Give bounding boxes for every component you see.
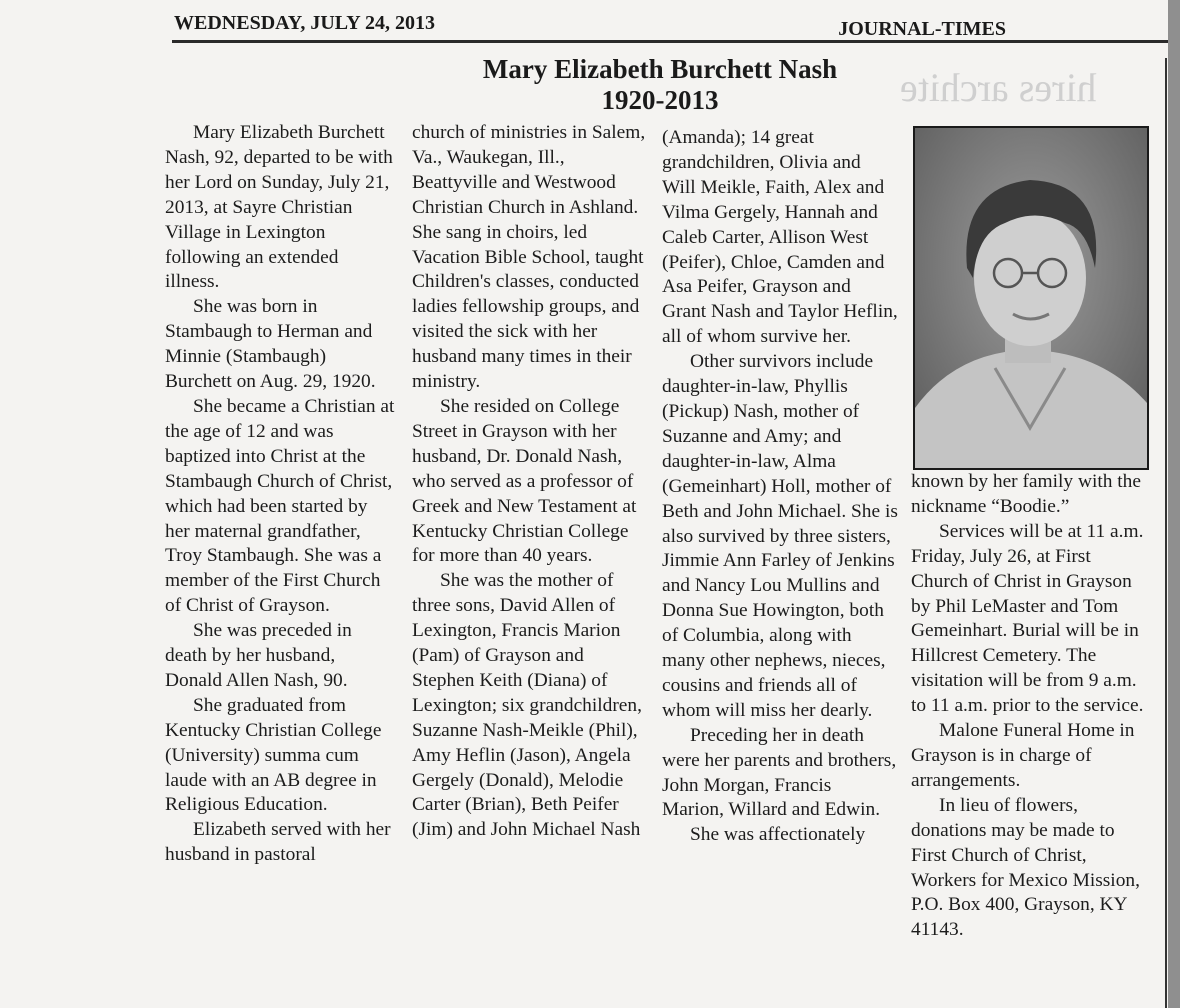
paragraph: Mary Elizabeth Burchett Nash, 92, departed to be with her Lord on Sunday, July 21, 2013, at Sayre Christian Village in Lexington following an extended illness. (165, 122, 393, 293)
header-rule (172, 40, 1168, 43)
clipping-edge (1165, 58, 1167, 1008)
paragraph: Services will be at 11 a.m. Friday, July 26, at First Church of Christ in Grayson by Phil LeMaster and Tom Gemeinhart. Burial will be in Hillcrest Cemetery. The visitation will be from 9 a.m. to 11 a.m. prior to the service. (911, 520, 1144, 717)
paragraph: church of ministries in Salem, Va., Waukegan, Ill., Beattyville and Westwood Christian Church in Ashland. She sang in choirs, led Vacation Bible School, taught Children's classes, conducted ladies fellowship groups, and visited the sick with her husband many times in their ministry. (412, 122, 646, 393)
issue-date: WEDNESDAY, JULY 24, 2013 (174, 12, 435, 34)
paragraph: She graduated from Kentucky Christian College (University) summa cum laude with an AB degree in Religious Education. (165, 694, 382, 816)
bleed-through-text: hires archite (900, 65, 1097, 110)
paragraph: In lieu of flowers, donations may be made to First Church of Christ, Workers for Mexico Mission, P.O. Box 400, Grayson, KY 41143. (911, 794, 1140, 941)
text-column-3 (662, 126, 898, 848)
text-column-2 (412, 121, 650, 843)
portrait-image (915, 128, 1147, 468)
obituary-name: Mary Elizabeth Burchett Nash (482, 54, 838, 84)
paragraph: (Amanda); 14 great grandchildren, Olivia and Will Meikle, Faith, Alex and Vilma Gergely, Hannah and Caleb Carter, Allison West (Peifer), Chloe, Camden and Asa Peifer, Grayson and Grant Nash and Taylor Heflin, all of whom survive her. (662, 127, 898, 348)
paragraph: known by her family with the nickname “Boodie.” (911, 471, 1141, 517)
text-column-4 (911, 470, 1151, 943)
paragraph: She became a Christian at the age of 12 and was baptized into Christ at the Stambaugh Church of Christ, which had been started by her maternal grandfather, Troy Stambaugh. She was a member of the First Church of Christ of Grayson. (165, 395, 395, 617)
paragraph: Preceding her in death were her parents and brothers, John Morgan, Francis Marion, Willard and Edwin. (662, 724, 897, 821)
portrait-photo (913, 126, 1149, 470)
paragraph: She was preceded in death by her husband, Donald Allen Nash, 90. (165, 620, 352, 691)
text-column-1 (165, 121, 397, 868)
paragraph: Other survivors include daughter-in-law, Phyllis (Pickup) Nash, mother of Suzanne and Amy; and daughter-in-law, Alma (Gemeinhart) Holl, mother of Beth and John Michael. She is also survived by three sisters, Jimmie Ann Farley of Jenkins and Nancy Lou Mullins and Donna Sue Howington, both of Columbia, along with many other nephews, nieces, cousins and friends all of whom will miss her dearly. (662, 351, 898, 721)
paragraph: She was affectionately (690, 824, 866, 846)
page-header (174, 12, 1006, 42)
paragraph: She was the mother of three sons, David Allen of Lexington, Francis Marion (Pam) of Grayson and Stephen Keith (Diana) of Lexington; six grandchildren, Suzanne Nash-Meikle (Phil), Amy Heflin (Jason), Angela Gergely (Donald), Melodie Carter (Brian), Beth Peifer (Jim) and John Michael Nash (412, 570, 642, 841)
paragraph: She resided on College Street in Grayson with her husband, Dr. Donald Nash, who served as a professor of Greek and New Testament at Kentucky Christian College for more than 40 years. (412, 395, 637, 567)
newspaper-name: JOURNAL-TIMES (838, 18, 1006, 40)
paragraph: Elizabeth served with her husband in pastoral (165, 819, 391, 866)
paragraph: Malone Funeral Home in Grayson is in charge of arrangements. (911, 720, 1135, 791)
obituary-years: 1920-2013 (601, 85, 719, 115)
paragraph: She was born in Stambaugh to Herman and Minnie (Stambaugh) Burchett on Aug. 29, 1920. (165, 296, 376, 393)
